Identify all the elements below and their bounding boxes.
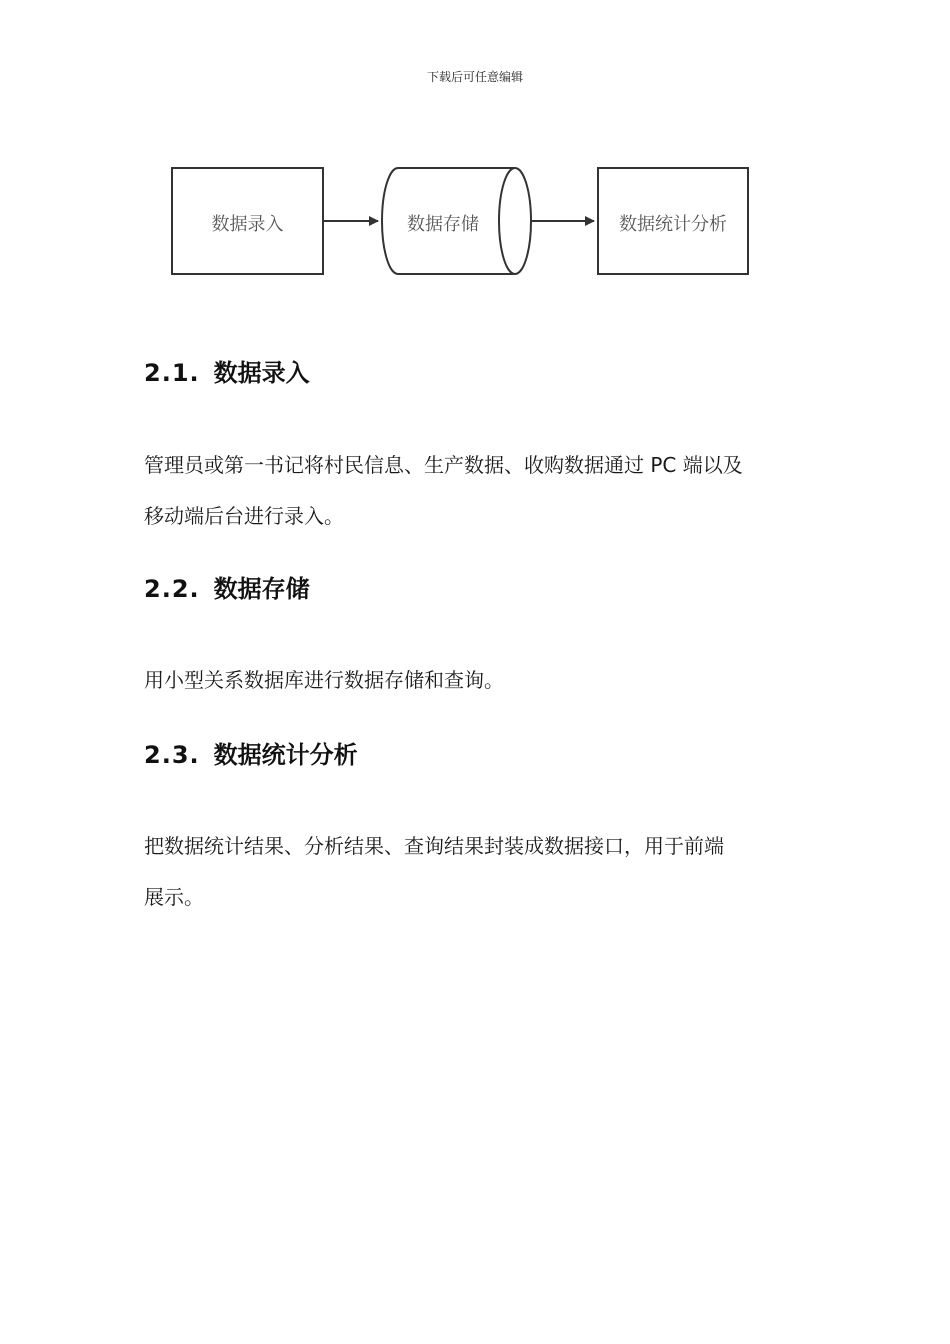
section-2-2-heading [144, 569, 310, 604]
page-header: 下载后可任意编辑 [426, 70, 523, 84]
section-2-2-line-1: 用小型关系数据库进行数据存储和查询。 [144, 668, 504, 692]
section-2-3-line-1: 把数据统计结果、分析结果、查询结果封装成数据接口，用于前端 [144, 834, 724, 858]
section-2-3-title: 数据统计分析 [213, 741, 358, 769]
section-2-1-body [144, 440, 814, 542]
section-2-1-line-1: 管理员或第一书记将村民信息、生产数据、收购数据通过 PC 端以及 [144, 453, 743, 477]
section-2-1-number: 2.1. [144, 359, 200, 387]
node-analysis-label: 数据统计分析 [619, 214, 727, 235]
section-2-1-line-2: 移动端后台进行录入。 [144, 504, 344, 528]
section-2-1-heading [144, 353, 310, 388]
section-2-3-number: 2.3. [144, 741, 200, 769]
flow-diagram [160, 160, 760, 284]
section-2-1-title: 数据录入 [213, 359, 310, 387]
section-2-2-number: 2.2. [144, 575, 200, 603]
node-storage-label: 数据存储 [407, 214, 479, 235]
section-2-2-title: 数据存储 [213, 575, 310, 603]
section-2-3-body [144, 821, 814, 923]
section-2-2-body [144, 655, 814, 706]
section-2-3-heading [144, 735, 358, 770]
section-2-3-line-2: 展示。 [144, 885, 204, 909]
node-input-label: 数据录入 [211, 214, 284, 235]
